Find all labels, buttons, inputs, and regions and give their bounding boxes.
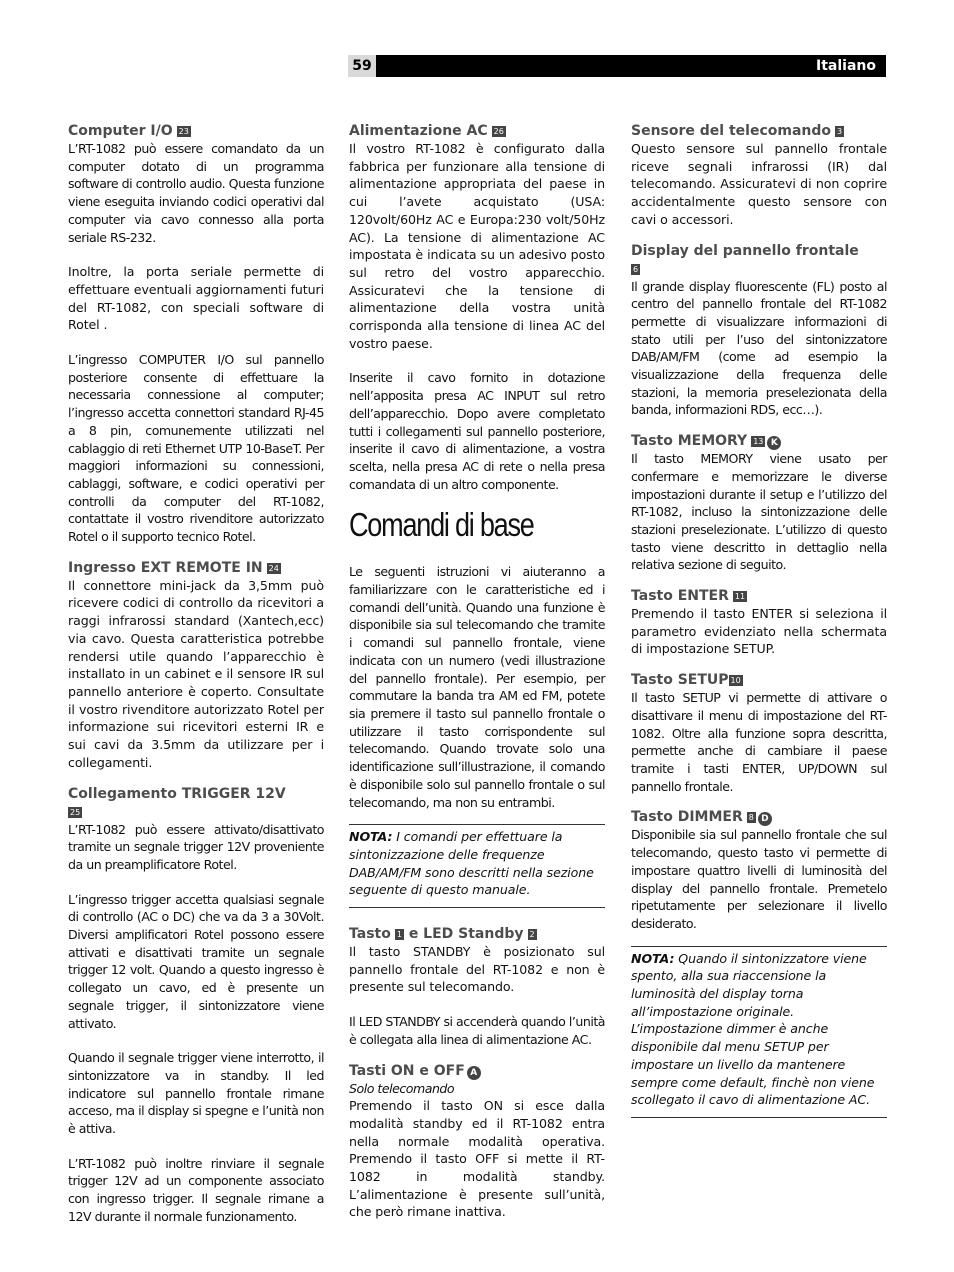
callout-badge: 26: [493, 127, 504, 136]
section-heading: Tasti ON e OFF A: [349, 1062, 605, 1080]
paragraph: Il grande display fluorescente (FL) posto al centro del pannello frontale del RT-1082 permette di visualizzare informazioni di stato utili per l’uso del sintonizzatore DAB/AM/FM (come ad esempio la visualizzazione della frequenza delle stazioni, la memoria preselezionata della banda, informazioni RDS, ecc…).: [631, 278, 887, 418]
paragraph: Inserite il cavo fornito in dotazione nell’apposita presa AC INPUT sul retro dell’apparecchio. Dopo avere completato tutti i collegamenti sul pannello posteriore, inserite il cavo di alimentazione, a vostra scelta, nella presa AC di rete o nella presa comandata di un altro componente.: [349, 370, 605, 492]
section-heading: Computer I/O 23: [68, 123, 189, 139]
section-heading: Tasto SETUP 10: [631, 672, 741, 689]
paragraph: Il LED STANDBY si accenderà quando l’unità è collegata alla linea di alimentazione AC.: [349, 1014, 605, 1047]
paragraph: L’RT-1082 può essere comandato da un computer dotato di un programma software di controllo audio. Questa funzione viene eseguita inviando codici operativi dal computer via cavo connesso alla porta seriale RS-232.: [68, 141, 324, 245]
section-heading: Collegamento TRIGGER 12V 25: [68, 785, 286, 817]
column-middle: [349, 122, 605, 1221]
paragraph: L’RT-1082 può essere attivato/disattivato tramite un segnale trigger 12V proveniente da un preamplificatore Rotel.: [68, 821, 324, 872]
section-heading: Ingresso EXT REMOTE IN 24: [68, 559, 279, 576]
paragraph: Quando il segnale trigger viene interrotto, il sintonizzatore va in standby. Il led indicatore sul pannello frontale rimane acceso, ma il display si spegne e l’unità non è attiva.: [68, 1050, 324, 1137]
section-heading: Tasto MEMORY 13 K: [631, 432, 887, 450]
callout-badge: 24: [268, 563, 279, 573]
paragraph: Le seguenti istruzioni vi aiuteranno a familiarizzare con le caratteristiche ed i comandi dell’unità. Quando una funzione è disponibile sia sul telecomando che tramite i comandi sul pannello frontale, viene indicata con un numero (vedi illustrazione del pannello frontale). Per esempio, per commutare la banda tra AM ed FM, potete sia premere il tasto sul pannello frontale o utilizzare il tasto corrispondente sul telecomando. Quando trovate solo una identificazione sull’illustrazione, il comando è disponibile solo sul pannello frontale o sul telecomando, ma non su entrambi.: [349, 564, 605, 810]
note-label: NOTA:: [349, 829, 393, 845]
callout-badge: 1: [396, 930, 402, 940]
column-right: [631, 122, 887, 1118]
remote-callout-circle: A: [467, 1066, 481, 1080]
callout-badge: 3: [837, 127, 843, 136]
paragraph: Il connettore mini-jack da 3,5mm può ricevere codici di controllo da ricevitori a raggi infrarossi standard (Xantech,ecc) via cavo. Questa caratteristica potrebbe rendersi utile quando l’apparecchio è installato in un cabinet e il sensore IR sul pannello anteriore è coperto. Consultate il vostro rivenditore autorizzato Rotel per informazione sui ricevitori esterni IR e sui cavi da 3.5mm da utilizzare per i collegamenti.: [68, 577, 324, 770]
note-text: I comandi per effettuare la sintonizzazione delle frequenze DAB/AM/FM sono descritti nella sezione seguente di questo manuale.: [349, 829, 594, 898]
section-title: Comandi di base: [349, 506, 534, 544]
paragraph: Inoltre, la porta seriale permette di effettuare eventuali aggiornamenti futuri del RT-1082, con speciali software di Rotel .: [68, 264, 324, 333]
section-heading: Tasto ENTER 11: [631, 588, 746, 605]
paragraph: Il tasto STANDBY è posizionato sul pannello frontale del RT-1082 e non è presente sul telecomando.: [349, 944, 605, 995]
subtitle: Solo telecomando: [349, 1080, 455, 1096]
section-heading: Alimentazione AC 26: [349, 123, 504, 139]
paragraph: Il tasto MEMORY viene usato per confermare e memorizzare le diverse impostazioni durante il setup e l’utilizzo del RT-1082, incluso la sintonizzazione delle stazioni preselezionate. L’utilizzo di questo tasto viene descritto in dettaglio nella relativa sezione di seguito.: [631, 451, 887, 573]
callout-badge: 23: [178, 127, 189, 136]
paragraph: L’ingresso trigger accetta qualsiasi segnale di controllo (AC o DC) che va da 3 a 30Volt. Diversi amplificatori Rotel possono essere attivati e disattivati tramite un segnale trigger 12 volt. Quando a questo ingresso è collegato un cavo, ed è presente un segnale trigger, il sintonizzatore viene attivato.: [68, 891, 324, 1031]
callout-badge: 6: [633, 264, 639, 274]
note-text: Quando il sintonizzatore viene spento, alla sua riaccensione la luminosità del display torna all’impostazione originale. L’impostazione dimmer è anche disponibile dal menu SETUP per impostare un livello da mantenere sempre come default, finchè non viene scollegato il cavo di alimentazione AC.: [631, 950, 875, 1108]
callout-badge: 2: [529, 930, 535, 940]
section-heading: Tasto DIMMER 8 D: [631, 808, 887, 826]
note-box: [631, 946, 887, 1118]
note-box: [349, 824, 605, 908]
language-label: Italiano: [816, 58, 876, 74]
paragraph: Premendo il tasto ENTER si seleziona il parametro evidenziato nella schermata di impostazione SETUP.: [631, 606, 887, 657]
section-heading: Sensore del telecomando 3: [631, 123, 843, 139]
column-left: [68, 122, 324, 1226]
remote-callout-circle: D: [758, 812, 772, 826]
callout-badge: 25: [70, 807, 81, 817]
note-label: NOTA:: [631, 950, 675, 966]
page-header-bar: [348, 55, 886, 77]
callout-badge: 11: [734, 592, 746, 602]
page-number: 59: [348, 55, 376, 77]
section-heading: Display del pannello frontale 6: [631, 242, 859, 274]
paragraph: Disponibile sia sul pannello frontale che sul telecomando, questo tasto vi permette di impostare quattro livelli di luminosità del display del pannello frontale. Premetelo ripetutamente per selezionare il livello desiderato.: [631, 827, 887, 931]
callout-badge: 13: [753, 437, 764, 447]
paragraph: Premendo il tasto ON si esce dalla modalità standby ed il RT-1082 entra nella normale modalità operativa. Premendo il tasto OFF si mette il RT-1082 in modalità standby. L’alimentazione è presente sull’unità, che però rimane inattiva.: [349, 1098, 605, 1220]
section-heading: Tasto 1 e LED Standby 2: [349, 926, 535, 943]
remote-callout-circle: K: [767, 436, 781, 450]
paragraph: Il tasto SETUP vi permette di attivare o disattivare il menu di impostazione del RT-1082. Oltre alla funzione sopra descritta, permette anche di cambiare il paese tramite i tasti ENTER, UP/DOWN sul pannello frontale.: [631, 690, 887, 794]
paragraph: Il vostro RT-1082 è configurato dalla fabbrica per funzionare alla tensione di alimentazione appropriata del paese in cui l’avete acquistato (USA: 120volt/60Hz AC e Europa:230 volt/50Hz AC). La tensione di alimentazione AC impostata è indicata su un adesivo posto sul retro del vostro apparecchio. Assicuratevi che la tensione di alimentazione della vostra unità corrisponda alla tensione di linea AC del vostro paese.: [349, 141, 605, 351]
paragraph: L’ingresso COMPUTER I/O sul pannello posteriore consente di effettuare la necessaria connessione al computer; l’ingresso accetta connettori standard RJ-45 a 8 pin, comunemente utilizzati nel cablaggio di reti Ethernet UTP 10-BaseT. Per maggiori informazioni su connessioni, cablaggi, software, e codici operativi per controlli da computer del RT-1082, contattate il vostro rivenditore autorizzato Rotel o il supporto tecnico Rotel.: [68, 352, 324, 545]
paragraph: Questo sensore sul pannello frontale riceve segnali infrarossi (IR) dal telecomando. Assicuratevi di non coprire accidentalmente questo sensore con cavi o accessori.: [631, 141, 887, 227]
callout-badge: 8: [748, 813, 754, 823]
callout-badge: 10: [730, 676, 741, 686]
paragraph: L’RT-1082 può inoltre rinviare il segnale trigger 12V ad un componente associato con ingresso trigger. Il segnale rimane a 12V durante il normale funzionamento.: [68, 1155, 324, 1224]
